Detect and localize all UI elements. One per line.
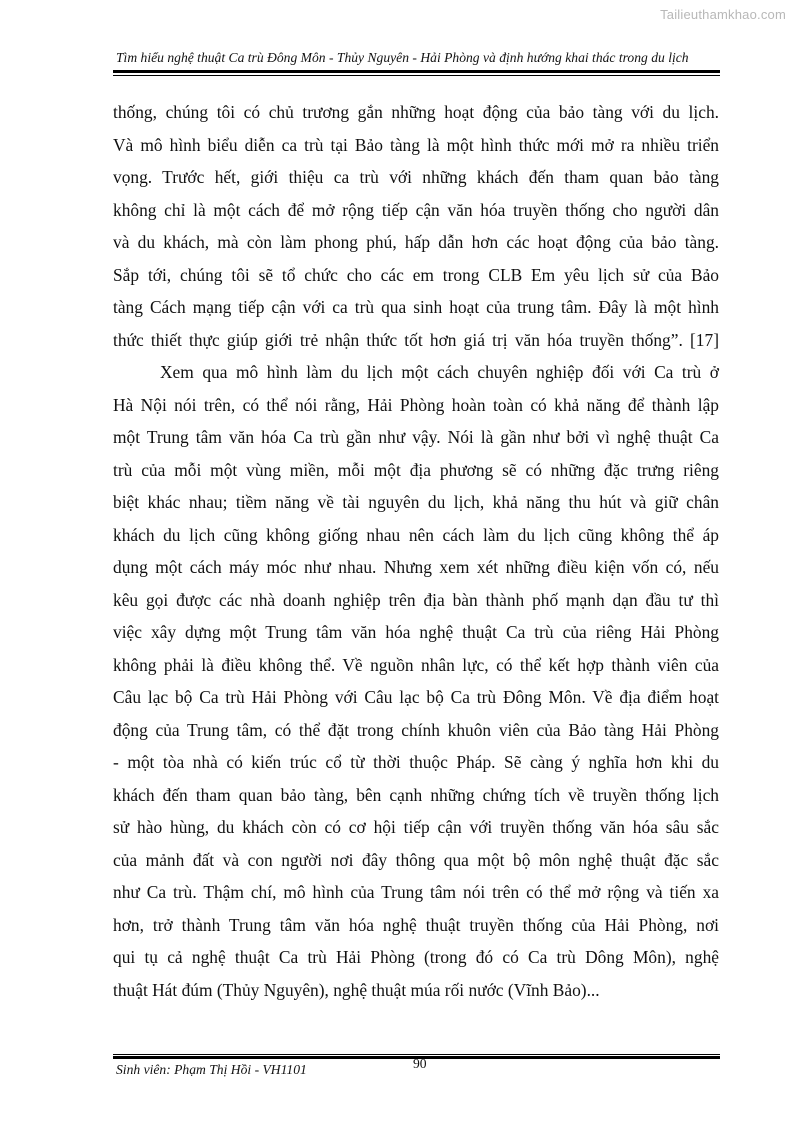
footer-author: Sinh viên: Phạm Thị Hồi - VH1101 [116,1062,307,1077]
text-line: thức thiết thực giúp giới trẻ nhận thức tốt hơn giá trị văn hóa truyền thống”. [17] [113,329,719,350]
text-line: việc xây dựng một Trung tâm văn hóa nghệ thuật Ca trù của riêng Hải Phòng [113,622,719,642]
text-line: Sắp tới, chúng tôi sẽ tổ chức cho các em trong CLB Em yêu lịch sử của Bảo [113,264,719,285]
text-line: kêu gọi được các nhà doanh nghiệp trên địa bàn thành phố mạnh dạn đầu tư thì [113,589,719,610]
text-line: không phải là điều không thể. Về nguồn nhân lực, có thể kết hợp thành viên của [113,654,719,675]
text-line: khách du lịch cũng không giống nhau nên cách làm du lịch cũng không thể áp [113,524,719,545]
watermark: Tailieuthamkhao.com [660,7,786,22]
text-line: Và mô hình biểu diễn ca trù tại Bảo tàng là một hình thức mới mở ra nhiều triển [113,134,719,155]
text-line: Hà Nội nói trên, có thể nói rằng, Hải Phòng hoàn toàn có khả năng để thành lập [113,394,719,415]
text-line: thống, chúng tôi có chủ trương gắn những hoạt động của bảo tàng với du lịch. [113,102,719,122]
text-line: trù của mỗi một vùng miền, mỗi một địa phương sẽ có những đặc trưng riêng [113,459,719,480]
header-rule [113,70,720,73]
text-line: qui tụ cả nghệ thuật Ca trù Hải Phòng (trong đó có Ca trù Dông Môn), nghệ [113,947,719,967]
text-line: một Trung tâm văn hóa Ca trù gần như vậy. Nói là gần như bởi vì nghệ thuật Ca [113,427,719,447]
text-line: hơn, trở thành Trung tâm văn hóa nghệ thuật truyền thống của Hải Phòng, nơi [113,914,719,935]
text-line: động của Trung tâm, có thể đặt trong chính khuôn viên của Bảo tàng Hải Phòng [113,719,719,740]
text-line: Câu lạc bộ Ca trù Hải Phòng với Câu lạc bộ Ca trù Đông Môn. Về địa điểm hoạt [113,687,719,707]
text-line: - một tòa nhà có kiến trúc cổ từ thời thuộc Pháp. Sẽ càng ý nghĩa hơn khi du [113,752,719,772]
header-rule-thin [113,75,720,76]
text-line: dụng một cách máy móc như nhau. Nhưng xem xét những điều kiện vốn có, nếu [113,557,719,577]
text-line: như Ca trù. Thậm chí, mô hình của Trung tâm nói trên có thể mở rộng và tiến xa [113,882,719,902]
page-number: 90 [413,1056,427,1071]
text-line: sử hào hùng, du khách còn có cơ hội tiếp cận với truyền thống văn hóa sâu sắc [113,817,719,837]
text-line: thuật Hát đúm (Thủy Nguyên), nghệ thuật múa rối nước (Vĩnh Bảo)... [113,979,600,1000]
text-line: của mảnh đất và con người nơi đây thông qua một bộ môn nghệ thuật đặc sắc [113,849,719,870]
text-line: và du khách, mà còn làm phong phú, hấp dẫn hơn các hoạt động của bảo tàng. [113,232,719,252]
footer-rule-thin [113,1054,720,1055]
paragraph-1 [113,96,719,356]
text-line: tàng Cách mạng tiếp cận với ca trù qua sinh hoạt của trung tâm. Đây là một hình [113,297,719,317]
text-line: khách đến tham quan bảo tàng, bên cạnh những chứng tích về truyền thống lịch [113,784,719,805]
text-line: Xem qua mô hình làm du lịch một cách chuyên nghiệp đối với Ca trù ở [160,362,719,382]
text-line: vọng. Trước hết, giới thiệu ca trù với những khách đến tham quan bảo tàng [113,167,719,187]
text-line: biệt khác nhau; tiềm năng về tài nguyên du lịch, khả năng thu hút và giữ chân [113,492,719,512]
text-line: không chỉ là một cách để mở rộng tiếp cận văn hóa truyền thống cho người dân [113,199,719,220]
body-text [113,96,719,1006]
running-header-title: Tìm hiểu nghệ thuật Ca trù Đông Môn - Thủy Nguyên - Hải Phòng và định hướng khai thác trong du lịch [116,50,689,65]
paragraph-2 [113,356,719,1006]
